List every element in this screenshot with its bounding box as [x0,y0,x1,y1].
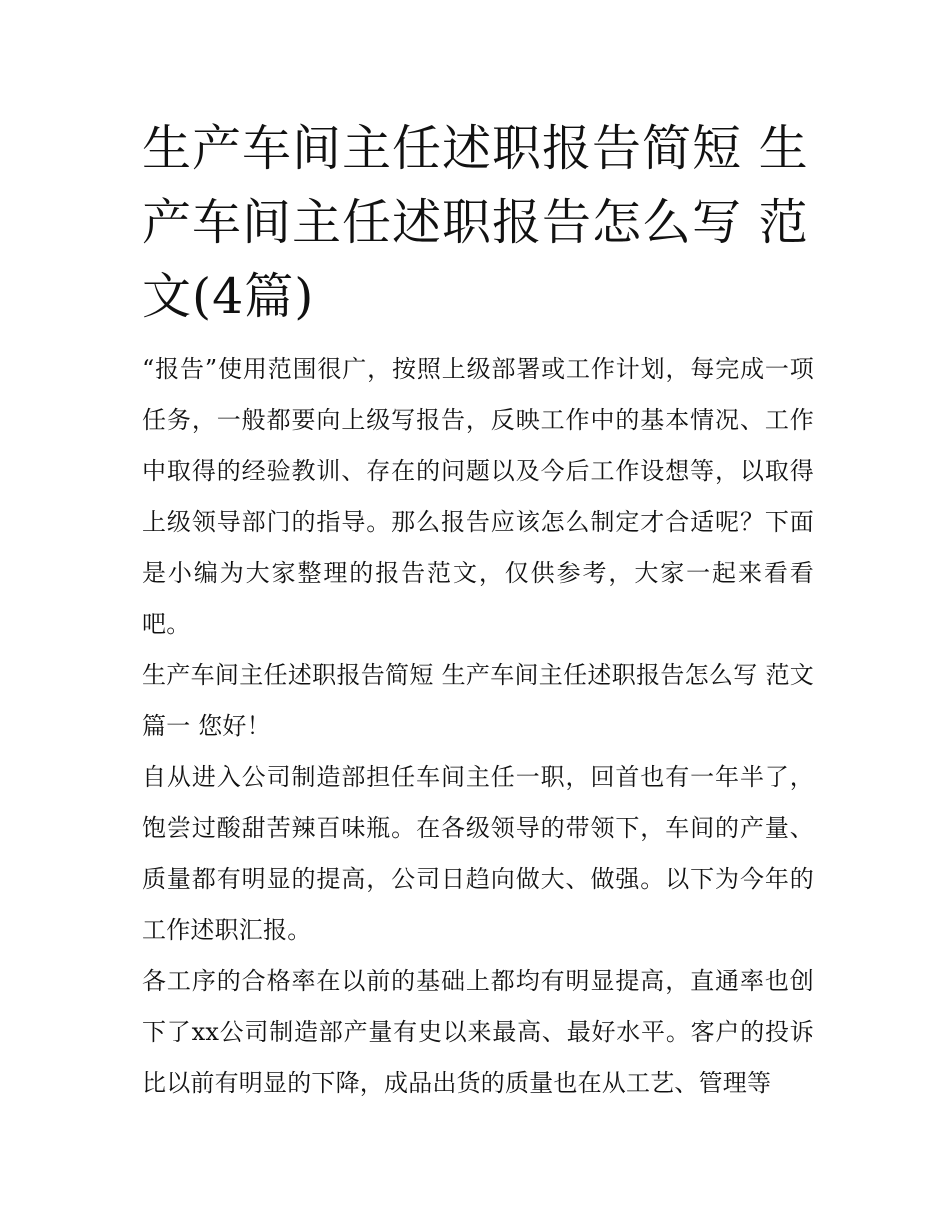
paragraph-opening: 自从进入公司制造部担任车间主任一职，回首也有一年半了，饱尝过酸甜苦辣百味瓶。在各级领导的带领下，车间的产量、质量都有明显的提高，公司日趋向做大、做强。以下为今年的工作述职汇报。 [142,763,814,944]
document-title: 生产车间主任述职报告简短 生产车间主任述职报告怎么写 范文(4篇) [142,120,809,325]
paragraph-section-heading: 生产车间主任述职报告简短 生产车间主任述职报告怎么写 范文篇一 您好！ [142,661,814,740]
document-body [142,112,814,1109]
paragraph-quality: 各工序的合格率在以前的基础上都均有明显提高，直通率也创下了xx公司制造部产量有史以来最高、最好水平。客户的投诉比以前有明显的下降，成品出货的质量也在从工艺、管理等 [142,967,814,1097]
paragraph-intro: “报告”使用范围很广，按照上级部署或工作计划，每完成一项任务，一般都要向上级写报告，反映工作中的基本情况、工作中取得的经验教训、存在的问题以及今后工作设想等，以取得上级领导部门的指导。那么报告应该怎么制定才合适呢？下面是小编为大家整理的报告范文，仅供参考，大家一起来看看吧。 [142,355,814,638]
